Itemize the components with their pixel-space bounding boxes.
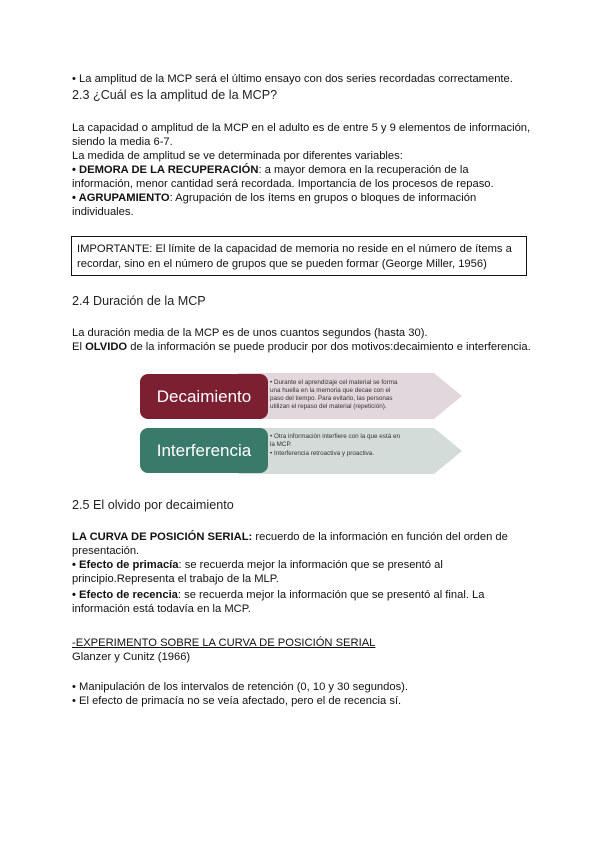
demora-bullet bbox=[72, 163, 469, 177]
experiment-bullet-2: • El efecto de primacía no se veía afectado, pero el de recencia sí. bbox=[72, 695, 402, 707]
amplitude-bullet: • La amplitud de la MCP será el último ensayo con dos series recordadas correctamente. bbox=[72, 73, 513, 85]
recency-line2: información está todavía en la MCP. bbox=[72, 603, 251, 615]
primacy-bullet bbox=[72, 558, 443, 572]
curva-line2: presentación. bbox=[72, 545, 140, 557]
olvido-prefix: El bbox=[72, 341, 86, 353]
primacy-line2: principio.Representa el trabajo de la MLP. bbox=[72, 573, 279, 585]
interference-text-3: • Interferencia retroactiva y proactiva. bbox=[270, 450, 375, 457]
curva-paragraph bbox=[72, 530, 508, 544]
primacy-text: : se recuerda mejor la información que se presentó al bbox=[178, 559, 443, 571]
recency-bullet bbox=[72, 588, 485, 602]
decay-text-3: paso del tiempo. Para evitarlo, las personas bbox=[270, 395, 393, 402]
important-line1: IMPORTANTE: El límite de la capacidad de memoria no reside en el número de ítems a bbox=[77, 243, 512, 255]
decay-label: Decaimiento bbox=[140, 374, 268, 419]
forgetting-diagram bbox=[140, 372, 465, 476]
section-heading-2-3: 2.3 ¿Cuál es la amplitud de la MCP? bbox=[72, 88, 278, 102]
paragraph-capacity-line1: La capacidad o amplitud de la MCP en el adulto es de entre 5 y 9 elementos de información, bbox=[72, 122, 531, 134]
demora-term: • DEMORA DE LA RECUPERACIÓN bbox=[72, 164, 259, 176]
interference-label: Interferencia bbox=[140, 428, 268, 473]
decay-text-1: • Durante el aprendizaje cel material se forma bbox=[270, 379, 398, 386]
interference-text-2: la MCP. bbox=[270, 441, 292, 448]
primacy-term: • Efecto de primacía bbox=[72, 559, 179, 571]
olvido-paragraph bbox=[72, 340, 531, 354]
section-heading-2-4: 2.4 Duración de la MCP bbox=[72, 294, 206, 308]
olvido-term: OLVIDO bbox=[85, 341, 128, 353]
decay-text-2: una huella en la memoria que decae con el bbox=[270, 387, 391, 394]
recency-term: • Efecto de recencia bbox=[72, 589, 178, 601]
curva-text: recuerdo de la información en función del orden de bbox=[252, 531, 508, 543]
agrupamiento-line2: individuales. bbox=[72, 206, 134, 218]
agrupamiento-term: • AGRUPAMIENTO bbox=[72, 192, 170, 204]
demora-line2: información, menor cantidad será recordada. Importancia de los procesos de repaso. bbox=[72, 178, 494, 190]
agrupamiento-bullet bbox=[72, 191, 476, 205]
paragraph-capacity-line2: siendo la media 6-7. bbox=[72, 136, 173, 148]
experiment-title: -EXPERIMENTO SOBRE LA CURVA DE POSICIÓN SERIAL bbox=[72, 637, 376, 649]
important-line2: recordar, sino en el número de grupos que se pueden formar (George Miller, 1956) bbox=[77, 258, 487, 270]
duration-paragraph: La duración media de la MCP es de unos cuantos segundos (hasta 30). bbox=[72, 327, 428, 339]
experiment-authors: Glanzer y Cunitz (1966) bbox=[72, 651, 191, 663]
important-box bbox=[71, 236, 527, 276]
recency-text: : se recuerda mejor la información que se presentó al final. La bbox=[177, 589, 485, 601]
decay-text-4: utilizan el repaso del material (repetición). bbox=[270, 403, 387, 410]
agrupamiento-text: : Agrupación de los ítems en grupos o bloques de información bbox=[169, 192, 477, 204]
demora-text: : a mayor demora en la recuperación de la bbox=[258, 164, 469, 176]
paragraph-variables: La medida de amplitud se ve determinada por diferentes variables: bbox=[72, 150, 403, 162]
olvido-text: de la información se puede producir por dos motivos:decaimiento e interferencia. bbox=[127, 341, 531, 353]
interference-text-1: • Otra información interfiere con la que está en bbox=[270, 433, 400, 440]
experiment-bullet-1: • Manipulación de los intervalos de retención (0, 10 y 30 segundos). bbox=[72, 681, 409, 693]
section-heading-2-5: 2.5 El olvido por decaimiento bbox=[72, 498, 234, 512]
curva-term: LA CURVA DE POSICIÓN SERIAL: bbox=[72, 531, 253, 543]
